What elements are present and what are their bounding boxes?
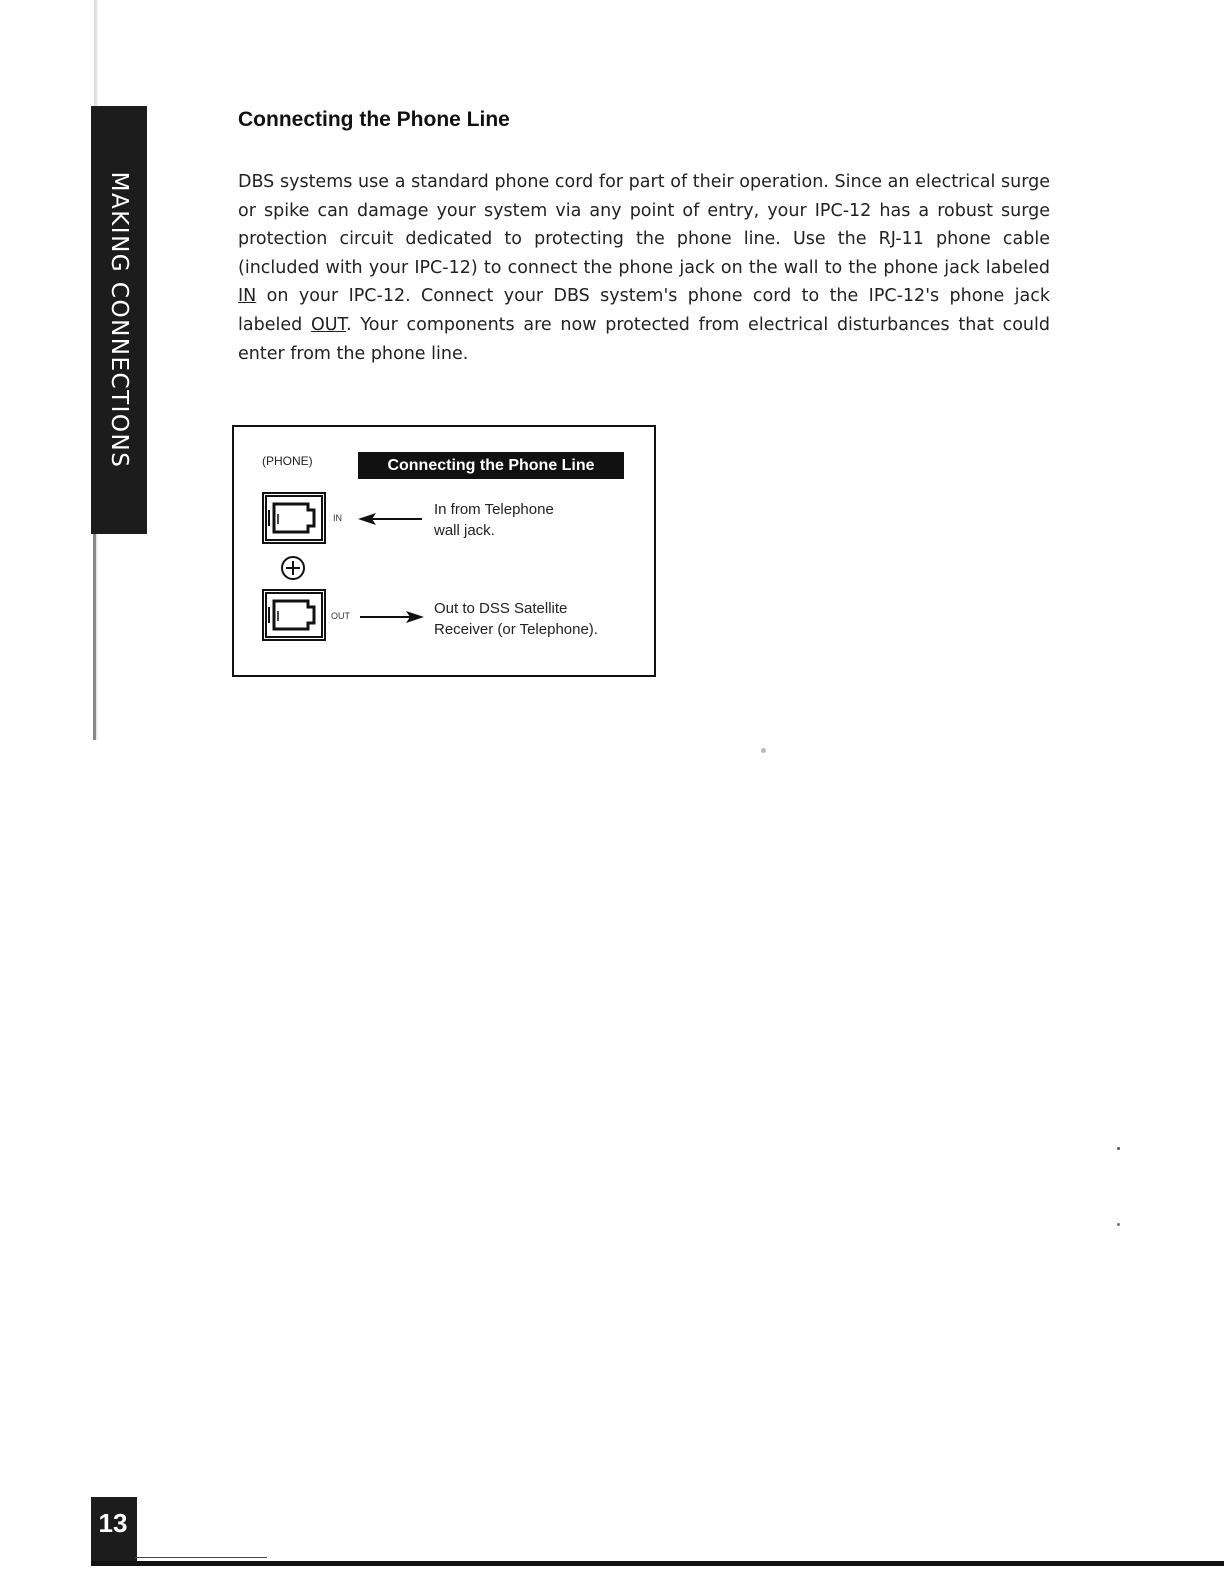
body-text-part-2: on your IPC-12. Connect your DBS system's phone cord to the IPC-12's phone jack labeled bbox=[238, 286, 1050, 335]
out-caption-line1: Out to DSS Satellite bbox=[434, 600, 568, 617]
in-caption-line2: wall jack. bbox=[434, 522, 495, 539]
out-caption bbox=[434, 598, 644, 640]
in-caption bbox=[434, 499, 634, 541]
ground-plus-icon bbox=[280, 555, 306, 581]
section-tab-label: MAKING CONNECTIONS bbox=[106, 171, 132, 469]
footer-rule bbox=[91, 1561, 1224, 1566]
rj11-jack-icon bbox=[262, 589, 326, 641]
diagram-title: Connecting the Phone Line bbox=[358, 452, 624, 479]
in-caption-line1: In from Telephone bbox=[434, 501, 554, 518]
scan-speck bbox=[1117, 1223, 1120, 1226]
scan-speck bbox=[1117, 1147, 1120, 1150]
body-text-part-3: . Your components are now protected from electrical disturbances that could enter from the phone line. bbox=[238, 314, 1050, 364]
arrow-right-icon bbox=[358, 609, 424, 625]
body-text-part-1: DBS systems use a standard phone cord for part of their operation. Since an electrical surge or spike can damage your system via any point of entry, your IPC-12 has a robust surge protection circuit dedicated to protecting the phone line. Use the RJ-11 phone cable (included with your IPC-12) to connect the phone jack on the wall to the phone jack labeled bbox=[238, 172, 1050, 278]
arrow-left-icon bbox=[358, 511, 424, 527]
section-heading: Connecting the Phone Line bbox=[238, 108, 510, 131]
binding-shadow bbox=[93, 520, 96, 740]
out-caption-line2: Receiver (or Telephone). bbox=[434, 621, 598, 638]
rj11-jack-icon bbox=[262, 492, 326, 544]
body-paragraph bbox=[238, 168, 1050, 368]
body-text-in-label: IN bbox=[238, 286, 257, 307]
in-port-label: IN bbox=[333, 513, 342, 523]
footer-rule-thin bbox=[135, 1557, 267, 1558]
page-number: 13 bbox=[98, 1508, 128, 1538]
phone-tag: (PHONE) bbox=[262, 454, 313, 468]
scan-speck bbox=[761, 748, 766, 753]
out-port-label: OUT bbox=[331, 611, 350, 621]
body-text-out-label: OUT bbox=[310, 314, 347, 335]
